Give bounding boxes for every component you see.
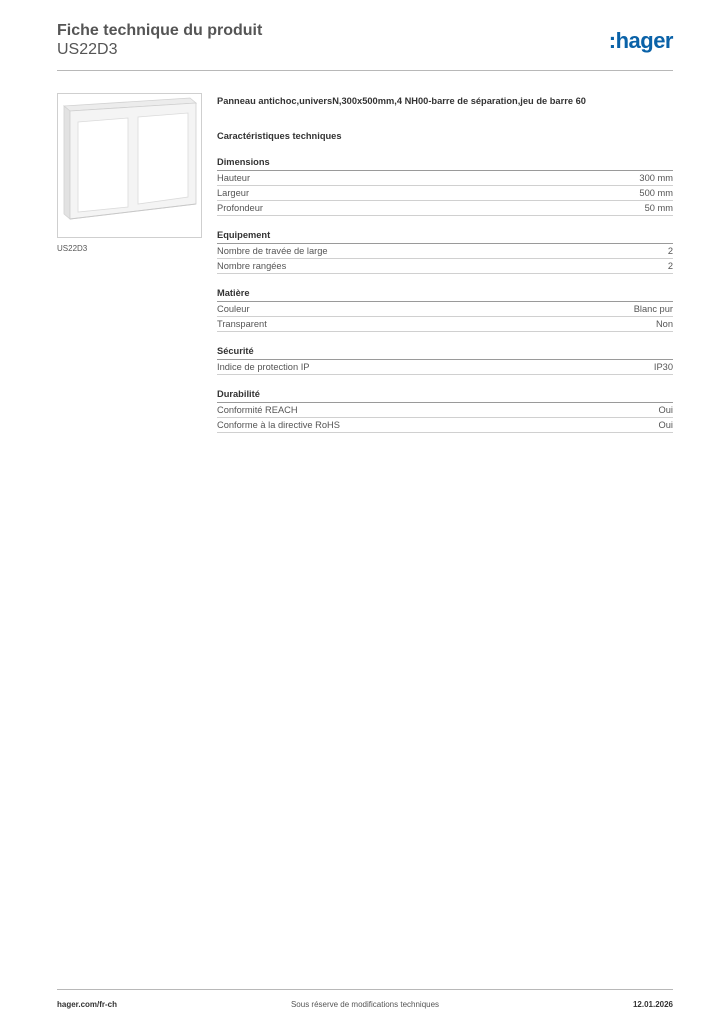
product-reference: US22D3 [57,41,118,58]
spec-value: 500 mm [639,188,673,198]
spec-label: Largeur [217,188,250,198]
product-description: Panneau antichoc,universN,300x500mm,4 NH00-barre de séparation,jeu de barre 60 [217,96,586,106]
spec-row [217,171,673,186]
spec-value: Oui [658,420,673,430]
spec-value: IP30 [653,362,673,372]
spec-value: 300 mm [639,173,673,183]
spec-value: 50 mm [644,203,673,213]
section-equipement [217,230,673,274]
footer-date: 12.01.2026 [632,1000,673,1009]
section-matiere [217,288,673,332]
hager-logo: :hager [608,28,673,53]
spec-row [217,403,673,418]
section-securite [217,346,673,375]
product-image [57,93,202,238]
spec-row [217,244,673,259]
section-durabilite [217,389,673,433]
spec-label: Hauteur [217,173,251,183]
footer-notice: Sous réserve de modifications techniques [290,1000,440,1009]
document-title: Fiche technique du produit [57,22,263,39]
spec-value: 2 [667,261,673,271]
spec-label: Couleur [217,304,250,314]
spec-row [217,259,673,274]
spec-label: Conforme à la directive RoHS [217,420,340,430]
page-footer [57,989,673,1012]
specs-heading: Caractéristiques techniques [217,131,342,141]
spec-row [217,360,673,375]
spec-label: Nombre de travée de large [217,246,328,256]
section-title: Equipement [217,230,673,244]
section-title: Matière [217,288,673,302]
spec-row [217,302,673,317]
spec-label: Indice de protection IP [217,362,310,372]
website-link[interactable]: hager.com/fr-ch [57,1000,118,1009]
section-title: Sécurité [217,346,673,360]
image-caption: US22D3 [57,244,88,253]
spec-value: Oui [658,405,673,415]
panel-illustration [58,94,201,237]
spec-row [217,186,673,201]
spec-value: Non [655,319,673,329]
spec-label: Nombre rangées [217,261,287,271]
spec-value: Blanc pur [633,304,673,314]
section-title: Dimensions [217,157,673,171]
section-title: Durabilité [217,389,673,403]
section-dimensions [217,157,673,216]
page-header [57,20,673,71]
spec-label: Profondeur [217,203,263,213]
spec-value: 2 [667,246,673,256]
product-details [217,96,673,433]
spec-label: Transparent [217,319,267,329]
spec-row [217,317,673,332]
spec-label: Conformité REACH [217,405,298,415]
spec-row [217,418,673,433]
spec-row [217,201,673,216]
